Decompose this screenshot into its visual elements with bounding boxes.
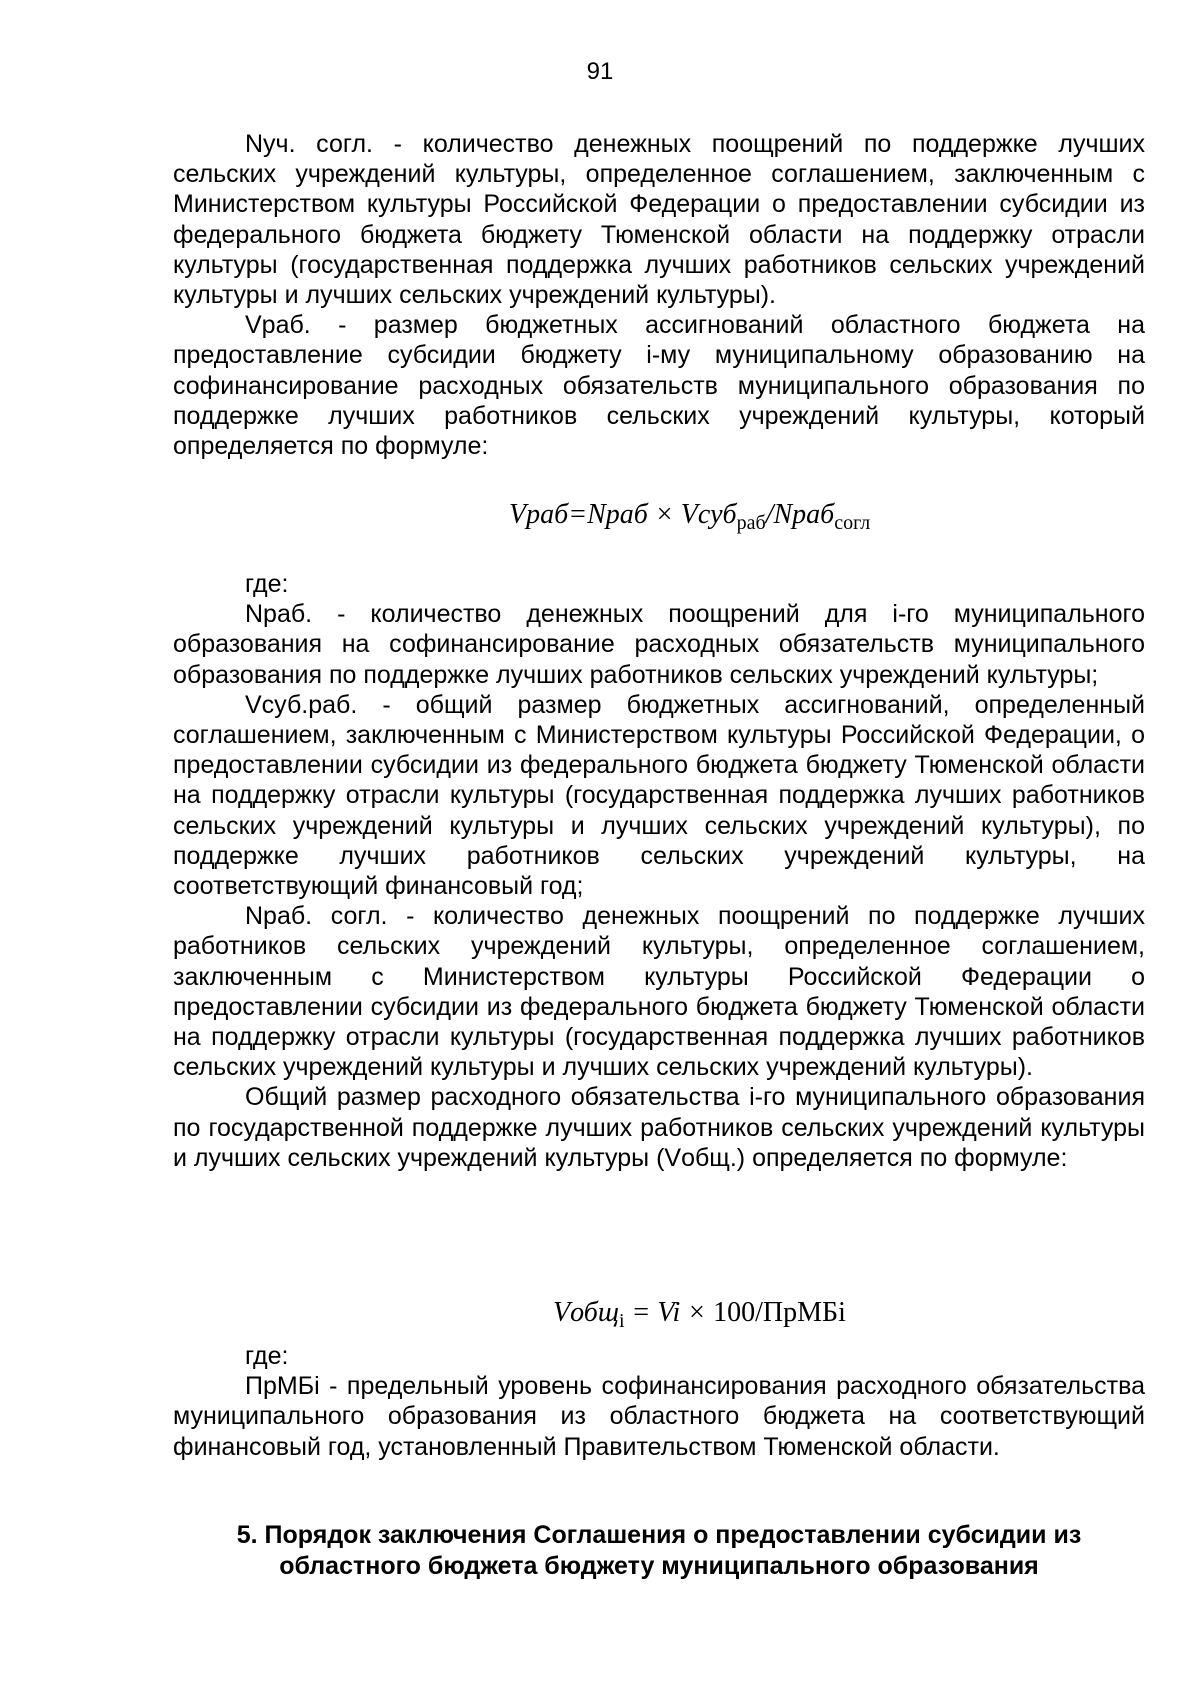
paragraph-nrab: Nраб. - количество денежных поощрений для i-го муниципального образования на софинансирование расходных обязательств муниципального образования по поддержке лучших работников сельских учреждений культуры; — [173, 600, 1145, 689]
paragraph-vsub-rab: Vсуб.раб. - общий размер бюджетных ассигнований, определенный соглашением, заключенным с Министерством культуры Российской Федерации, о предоставлении субсидии из федерального бюджета бюджету Тюменской области на поддержку отрасли культуры (государственная поддержка лучших работников сельских учреждений культуры и лучших сельских учреждений культуры), по поддержке лучших работников сельских учреждений культуры, на соответствующий финансовый год; — [173, 690, 1145, 901]
formula1-vsub-index: раб — [736, 512, 766, 534]
formula2-vi: Vi — [657, 1297, 681, 1328]
formula1-lhs: Vраб — [509, 499, 569, 530]
section-heading-line-1: 5. Порядок заключения Соглашения о предоставлении субсидии из — [236, 1521, 1082, 1549]
formula2-lhs-index: i — [618, 1310, 625, 1332]
formula1-eq: = — [568, 499, 588, 530]
paragraph-nrab-sogl: Nраб. согл. - количество денежных поощрений по поддержке лучших работников сельских учреждений культуры, определенное соглашением, заключенным с Министерством культуры Российской Федерации о предоставлении субсидии из федерального бюджета бюджету Тюменской области на поддержку отрасли культуры (государственная поддержка лучших работников сельских учреждений культуры и лучших сельских учреждений культуры). — [173, 902, 1145, 1082]
formula2-lhs: Vобщ — [553, 1297, 619, 1328]
section-heading-line-2: областного бюджета бюджету муниципального образования — [279, 1552, 1039, 1580]
page-number: 91 — [586, 58, 614, 85]
text-block-2 — [173, 569, 1145, 1173]
paragraph-vobsch: Общий размер расходного обязательства i-го муниципального образования по государственной поддержке лучших работников сельских учреждений культуры и лучших сельских учреждений культуры (Vобщ.) определяется по формуле: — [173, 1083, 1145, 1172]
formula2-hundred: 100 — [713, 1297, 756, 1328]
formula2-eq: = — [631, 1297, 651, 1328]
paragraph-vrab: Vраб. - размер бюджетных ассигнований областного бюджета на предоставление субсидии бюджету i-му муниципальному образованию на софинансирование расходных обязательств муниципального образования по поддержке лучших работников сельских учреждений культуры, который определяется по формуле: — [173, 311, 1145, 461]
formula2-times: × — [687, 1297, 707, 1328]
formula1-vsub: Vсуб — [680, 499, 737, 530]
formula1-slash: / — [765, 499, 774, 530]
paragraph-prmbi: ПрМБi - предельный уровень софинансирования расходного обязательства муниципального образования из областного бюджета на соответствующий финансовый год, установленный Правительством Тюменской области. — [173, 1372, 1145, 1461]
text-block-3 — [173, 1341, 1145, 1462]
label-gde-1: где: — [245, 570, 289, 598]
formula2-slash: / — [755, 1297, 763, 1328]
formula2-prmbi: ПрМБi — [762, 1297, 846, 1328]
formula-vobsch — [553, 1297, 846, 1333]
formula1-nrab-sogl-index: согл — [834, 512, 871, 534]
label-gde-2: где: — [245, 1342, 289, 1370]
formula-vrab — [509, 499, 870, 535]
formula1-nrab: Nраб — [587, 499, 648, 530]
formula1-times: × — [654, 499, 674, 530]
section-heading — [173, 1520, 1145, 1582]
text-block-1 — [173, 129, 1145, 461]
paragraph-nuch-sogl: Nуч. согл. - количество денежных поощрений по поддержке лучших сельских учреждений культуры, определенное соглашением, заключенным с Министерством культуры Российской Федерации о предоставлении субсидии из федерального бюджета бюджету Тюменской области на поддержку отрасли культуры (государственная поддержка лучших работников сельских учреждений культуры и лучших сельских учреждений культуры). — [173, 130, 1145, 310]
formula1-nrab-sogl: Nраб — [773, 499, 835, 530]
